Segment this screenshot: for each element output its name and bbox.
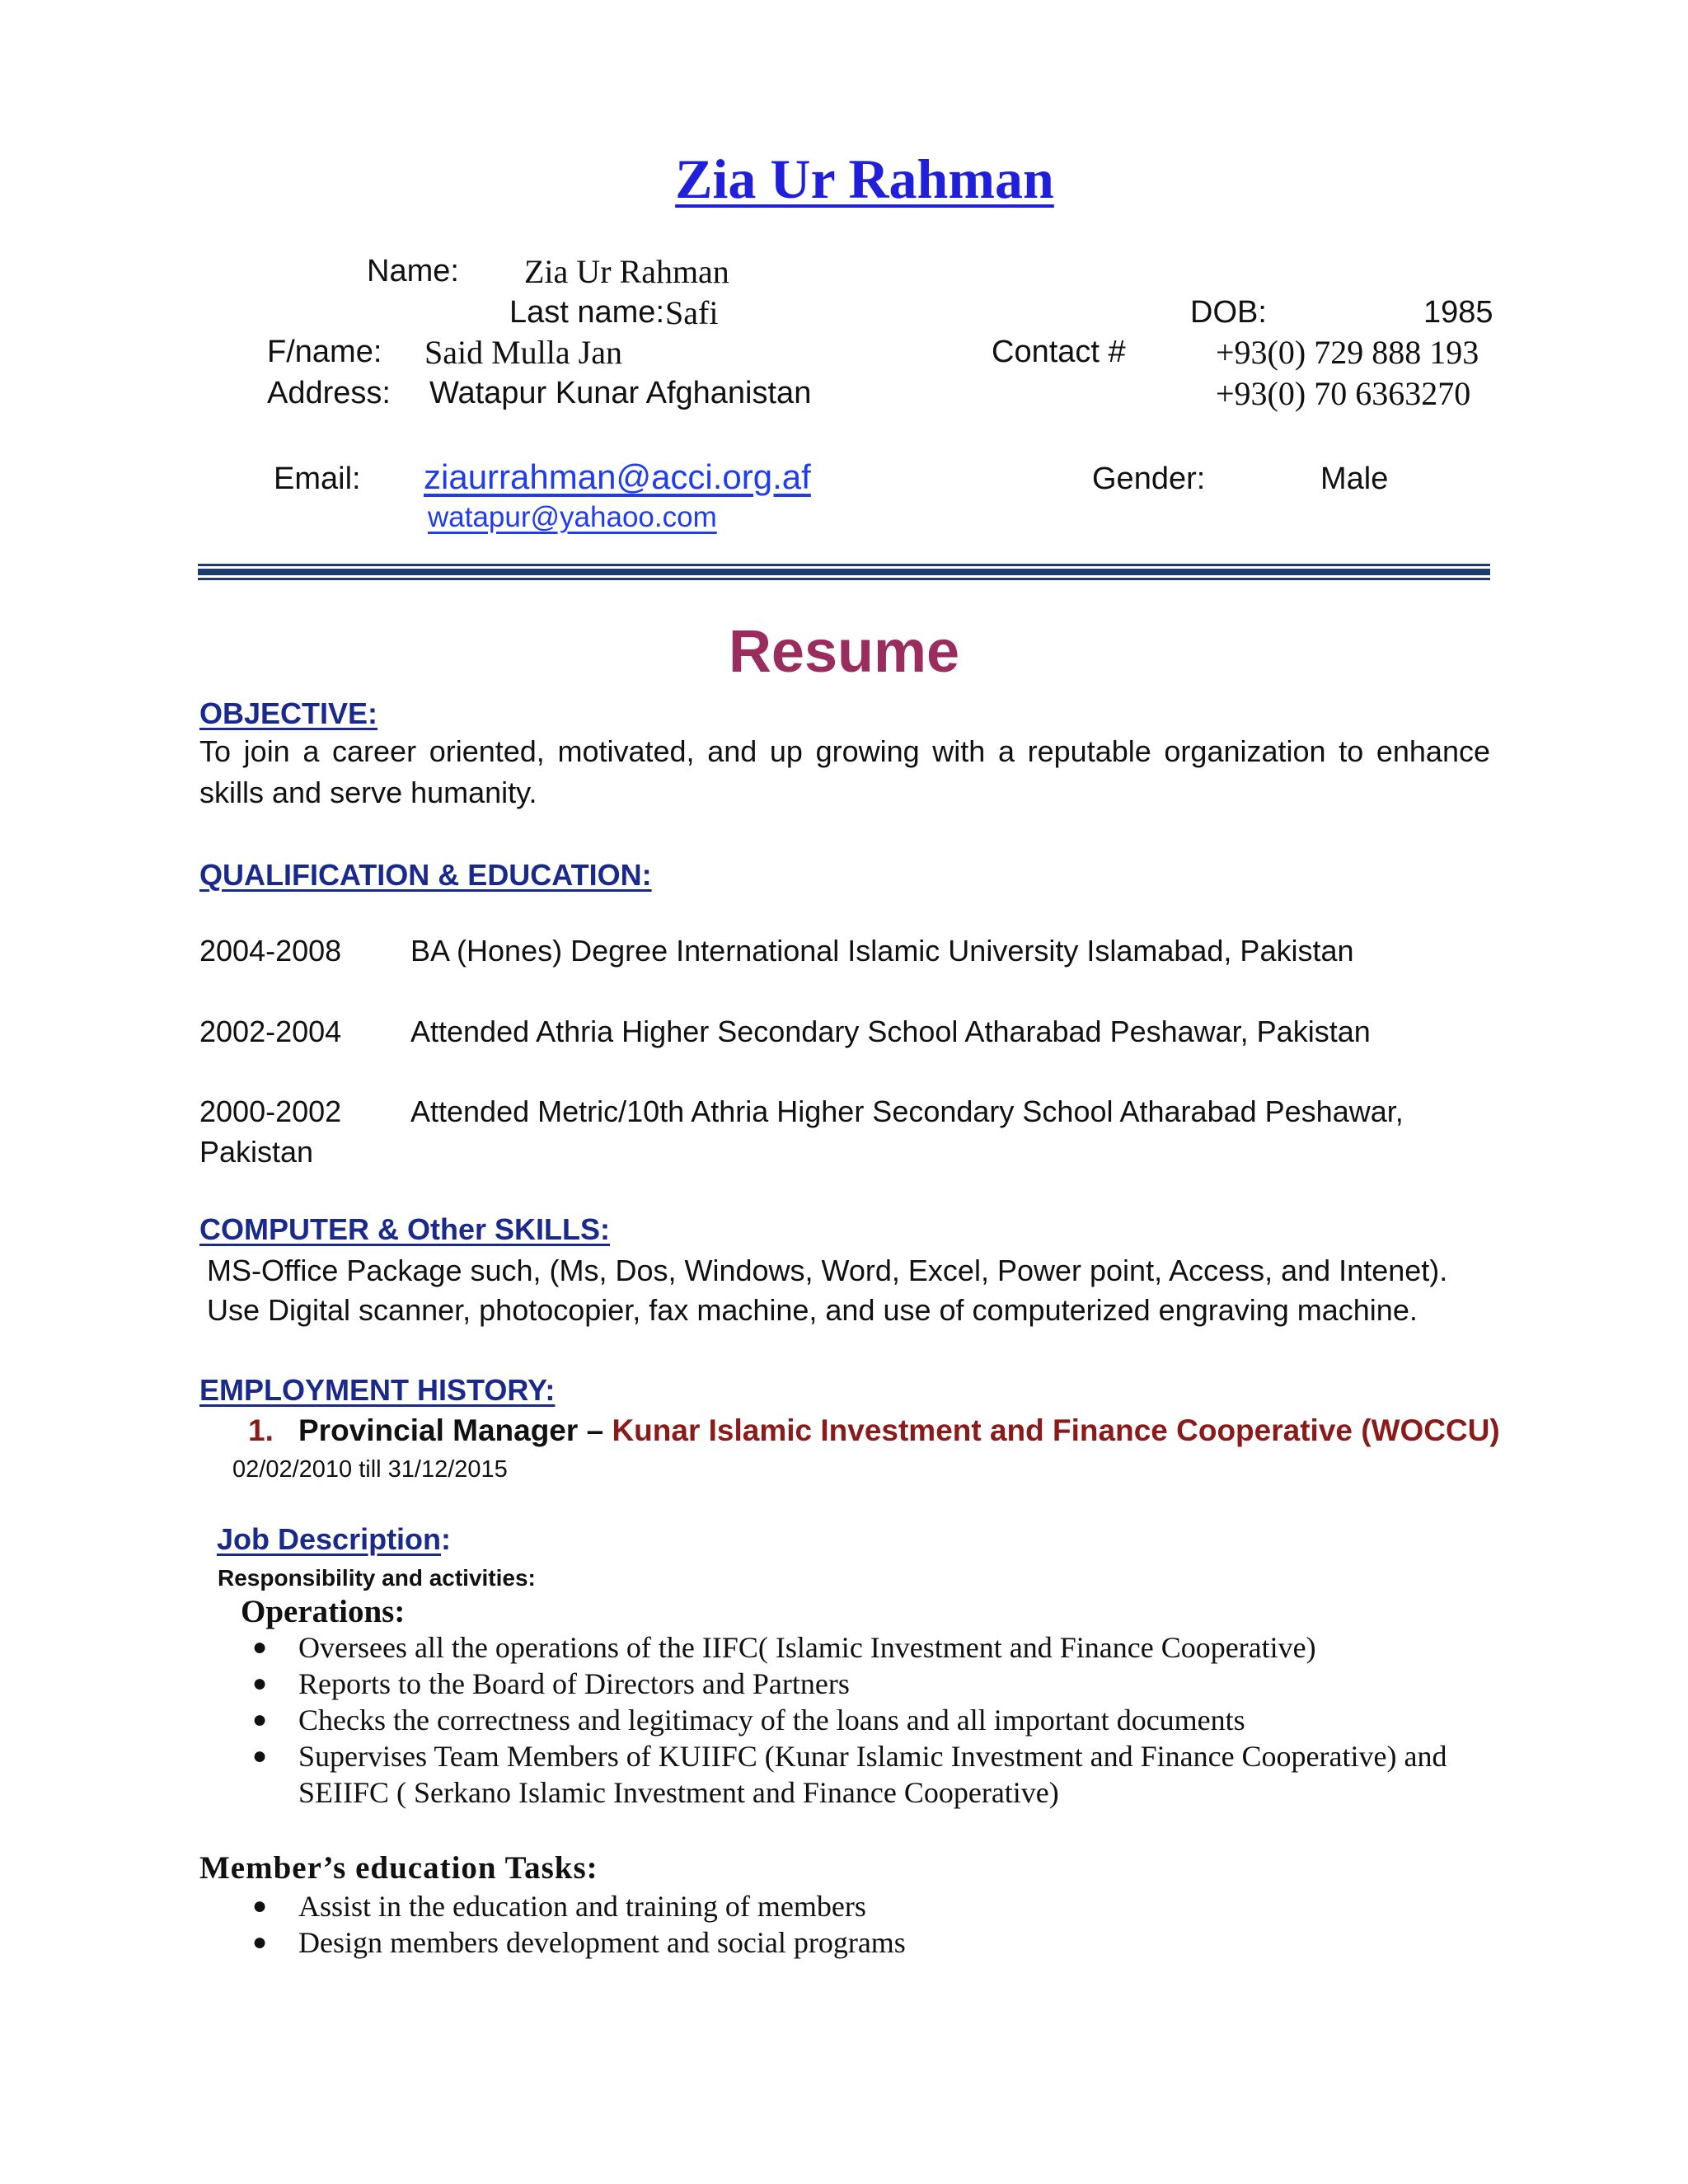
email-link-primary[interactable]: ziaurrahman@acci.org.af bbox=[424, 457, 811, 496]
bullet-icon: ● bbox=[251, 1892, 268, 1919]
divider-line bbox=[198, 564, 1490, 566]
contact-phone-2: +93(0) 70 6363270 bbox=[1216, 375, 1471, 412]
bullet-icon: ● bbox=[251, 1670, 268, 1697]
job-dates: 02/02/2010 till 31/12/2015 bbox=[232, 1456, 508, 1483]
fname-label: F/name: bbox=[267, 335, 382, 369]
gender-value: Male bbox=[1320, 462, 1389, 496]
address-label: Address: bbox=[267, 376, 391, 410]
last-name-value: Safi bbox=[665, 294, 719, 331]
operation-text: Oversees all the operations of the IIFC( Islamic Investment and Finance Cooperative) bbox=[298, 1631, 1316, 1664]
gender-label: Gender: bbox=[1092, 462, 1206, 496]
responsibility-heading: Responsibility and activities: bbox=[218, 1565, 536, 1591]
education-text: Attended Athria Higher Secondary School Atharabad Peshawar, Pakistan bbox=[410, 1015, 1371, 1048]
operation-text: Reports to the Board of Directors and Partners bbox=[298, 1667, 850, 1700]
job-organization: Kunar Islamic Investment and Finance Cooperative (WOCCU) bbox=[612, 1413, 1500, 1447]
member-tasks-list bbox=[247, 1888, 1500, 1961]
education-text: Attended Metric/10th Athria Higher Secondary School Atharabad Peshawar, bbox=[410, 1094, 1404, 1128]
page-title: Zia Ur Rahman bbox=[675, 148, 1054, 210]
job-description-colon: : bbox=[441, 1522, 452, 1556]
list-item bbox=[247, 1738, 1500, 1811]
member-task-text: Assist in the education and training of members bbox=[298, 1890, 866, 1923]
contact-label: Contact # bbox=[992, 335, 1126, 369]
bullet-icon: ● bbox=[251, 1706, 268, 1733]
objective-text-line-1: To join a career oriented, motivated, and up growing with a reputable organization to enhance bbox=[199, 734, 1490, 768]
name-label: Name: bbox=[367, 254, 459, 288]
member-tasks-heading: Member’s education Tasks: bbox=[199, 1850, 598, 1886]
name-value: Zia Ur Rahman bbox=[524, 253, 729, 290]
skills-line-2: Use Digital scanner, photocopier, fax machine, and use of computerized engraving machine. bbox=[207, 1293, 1418, 1327]
job-position: Provincial Manager – bbox=[298, 1413, 612, 1447]
job-description-label: Job Description bbox=[217, 1522, 442, 1556]
education-years: 2002-2004 bbox=[199, 1015, 342, 1048]
objective-heading: OBJECTIVE: bbox=[199, 696, 378, 730]
operation-text: Checks the correctness and legitimacy of the loans and all important documents bbox=[298, 1704, 1245, 1736]
member-task-text: Design members development and social programs bbox=[298, 1926, 906, 1959]
job-title-line bbox=[298, 1413, 1500, 1448]
job-number: 1. bbox=[248, 1413, 274, 1447]
bullet-icon: ● bbox=[251, 1929, 268, 1956]
bullet-icon: ● bbox=[251, 1633, 268, 1661]
resume-heading: Resume bbox=[728, 619, 960, 685]
divider-line bbox=[198, 569, 1490, 575]
list-item bbox=[247, 1702, 1500, 1738]
education-heading: QUALIFICATION & EDUCATION: bbox=[199, 858, 652, 892]
last-name-label: Last name: bbox=[509, 295, 664, 330]
email-link-secondary[interactable]: watapur@yahaoo.com bbox=[428, 501, 717, 533]
operations-heading: Operations: bbox=[241, 1594, 406, 1629]
list-item bbox=[247, 1888, 1500, 1924]
list-item bbox=[247, 1924, 1500, 1961]
education-years: 2000-2002 bbox=[199, 1094, 342, 1128]
dob-label: DOB: bbox=[1190, 295, 1267, 330]
fname-value: Said Mulla Jan bbox=[424, 334, 622, 371]
email-label: Email: bbox=[274, 462, 361, 496]
list-item bbox=[247, 1666, 1500, 1702]
education-text-continued: Pakistan bbox=[199, 1135, 314, 1169]
list-item bbox=[247, 1629, 1500, 1666]
education-years: 2004-2008 bbox=[199, 934, 342, 968]
contact-phone-1: +93(0) 729 888 193 bbox=[1216, 334, 1479, 371]
bullet-icon: ● bbox=[251, 1742, 268, 1769]
address-value: Watapur Kunar Afghanistan bbox=[429, 376, 812, 410]
skills-heading: COMPUTER & Other SKILLS: bbox=[199, 1212, 611, 1246]
divider-line bbox=[198, 578, 1490, 580]
dob-value: 1985 bbox=[1423, 295, 1493, 330]
operation-text: Supervises Team Members of KUIIFC (Kunar Islamic Investment and Finance Cooperative) and SEIIFC ( Serkano Islamic Investment and Finance Cooperative) bbox=[298, 1740, 1447, 1809]
objective-text-line-2: skills and serve humanity. bbox=[199, 776, 537, 809]
operations-list bbox=[247, 1629, 1500, 1811]
employment-heading: EMPLOYMENT HISTORY: bbox=[199, 1373, 556, 1407]
skills-line-1: MS-Office Package such, (Ms, Dos, Windows, Word, Excel, Power point, Access, and Intenet). bbox=[207, 1254, 1448, 1287]
education-text: BA (Hones) Degree International Islamic University Islamabad, Pakistan bbox=[410, 934, 1354, 968]
job-description-heading bbox=[217, 1522, 451, 1557]
